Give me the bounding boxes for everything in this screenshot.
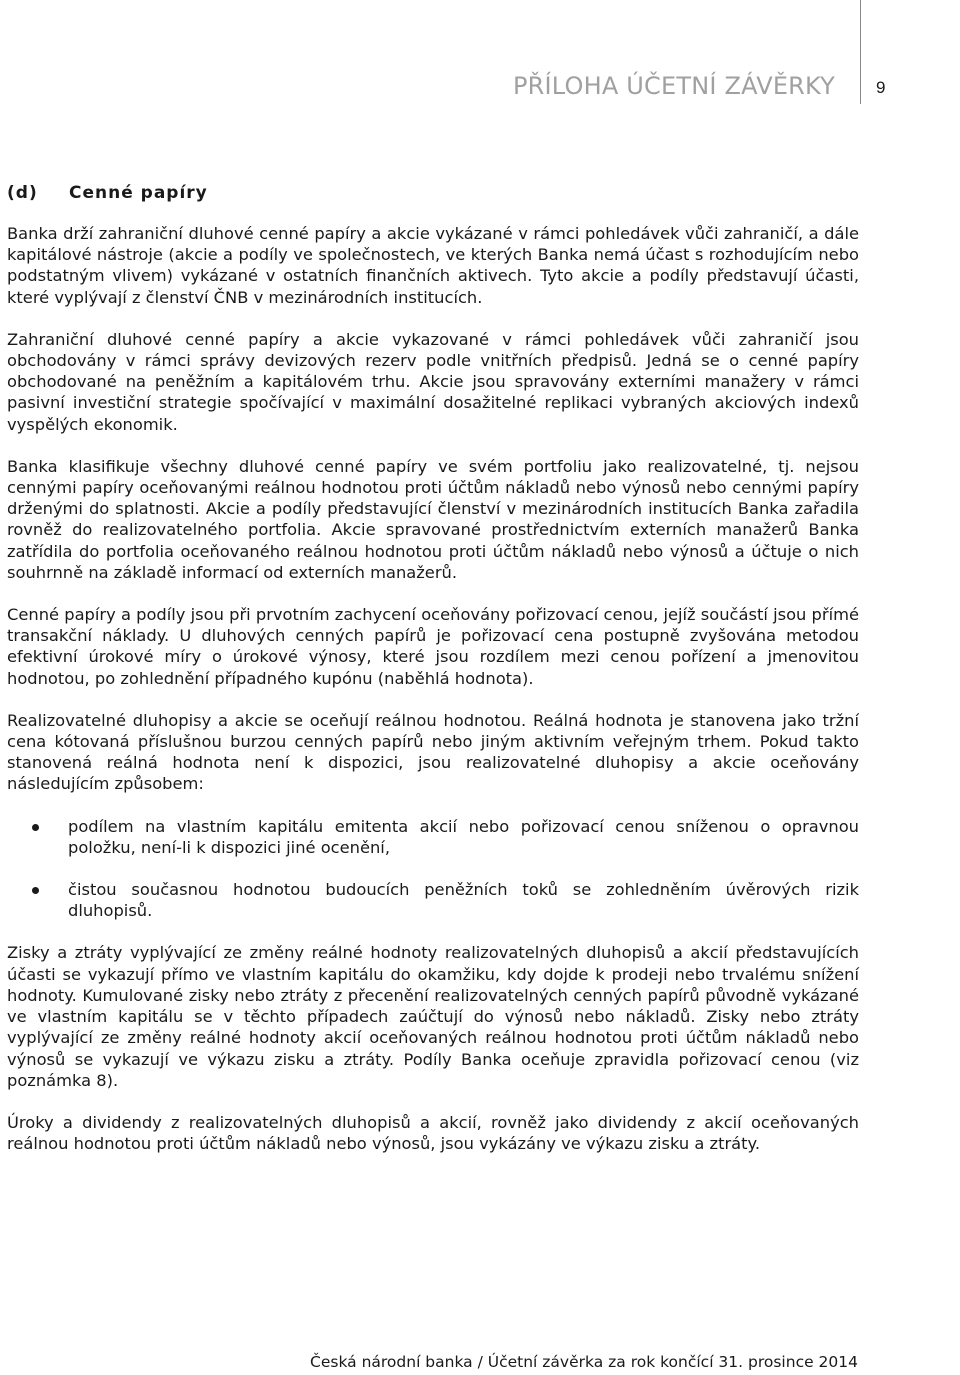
valuation-methods-list [7, 816, 859, 922]
paragraph-3: Banka klasifikuje všechny dluhové cenné papíry ve svém portfoliu jako realizovatelné, tj. nejsou cennými papíry oceňovanými reálnou hodnotou proti účtům nákladů nebo výnosů nebo cennými papíry drženými do splatnosti. Akcie a podíly představující členství v mezinárodních institucích Banka zařadila rovněž do realizovatelného portfolia. Akcie spravované prostřednictvím externích manažerů Banka zatřídila do portfolia oceňovaného reálnou hodnotou proti účtům nákladů nebo výnosů a účtuje o nich souhrnně na základě informací od externích manažerů. [7, 456, 859, 582]
paragraph-6: Zisky a ztráty vyplývající ze změny reálné hodnoty realizovatelných dluhopisů a akcií představujících účasti se vykazují přímo ve vlastním kapitálu do okamžiku, kdy dojde k prodeji nebo trvalému snížení hodnoty. Kumulované zisky nebo ztráty z přecenění realizovatelných cenných papírů původně vykázané ve vlastním kapitálu se v těchto případech zaúčtují do výnosů nebo nákladů. Zisky nebo ztráty vyplývající ze změny reálné hodnoty akcií oceňovaných reálnou hodnotou proti účtům nákladů nebo výnosů se vykazují ve výkazu zisku a ztráty. Podíly Banka oceňuje zpravidla pořizovací cenou (viz poznámka 8). [7, 943, 859, 1090]
page-number: 9 [876, 78, 886, 97]
document-body [7, 223, 859, 1175]
list-item-text: podílem na vlastním kapitálu emitenta akcií nebo pořizovací cenou sníženou o opravnou položku, není-li k dispozici jiné ocenění, [68, 816, 859, 857]
paragraph-2: Zahraniční dluhové cenné papíry a akcie vykazované v rámci pohledávek vůči zahraničí jsou obchodovány v rámci správy devizových rezerv podle vnitřních předpisů. Jedná se o cenné papíry obchodované na peněžním a kapitálovém trhu. Akcie jsou spravovány externími manažery v rámci pasivní investiční strategie spočívající v maximální dosažitelné replikaci vybraných akciových indexů vyspělých ekonomik. [7, 329, 859, 434]
section-heading [7, 183, 208, 203]
list-item [7, 879, 859, 921]
paragraph-5: Realizovatelné dluhopisy a akcie se oceňují reálnou hodnotou. Reálná hodnota je stanovena jako tržní cena kótovaná příslušnou burzou cenných papírů nebo jiným aktivním veřejným trhem. Pokud takto stanovená reálná hodnota není k dispozici, jsou realizovatelné dluhopisy a akcie oceňovány následujícím způsobem: [7, 710, 859, 794]
bullet-icon [32, 887, 39, 894]
page-footer: Česká národní banka / Účetní závěrka za rok končící 31. prosince 2014 [310, 1353, 858, 1371]
section-label: (d) [7, 183, 38, 203]
paragraph-4: Cenné papíry a podíly jsou při prvotním zachycení oceňovány pořizovací cenou, jejíž součástí jsou přímé transakční náklady. U dluhových cenných papírů je pořizovací cena postupně zvyšována metodou efektivní úrokové míry o úrokové výnosy, které jsou rozdílem mezi cenou pořízení a jmenovitou hodnotou, po zohlednění případného kupónu (naběhlá hodnota). [7, 605, 859, 688]
header-divider [860, 0, 861, 104]
paragraph-7: Úroky a dividendy z realizovatelných dluhopisů a akcií, rovněž jako dividendy z akcií oceňovaných reálnou hodnotou proti účtům nákladů nebo výnosů, jsou vykázány ve výkazu zisku a ztráty. [7, 1112, 859, 1154]
list-item-text: čistou současnou hodnotou budoucích peněžních toků se zohledněním úvěrových rizik dluhopisů. [68, 880, 859, 921]
section-title: Cenné papíry [69, 183, 208, 203]
list-item [7, 816, 859, 858]
page-header-title: PŘÍLOHA ÚČETNÍ ZÁVĚRKY [512, 72, 835, 100]
paragraph-1: Banka drží zahraniční dluhové cenné papíry a akcie vykázané v rámci pohledávek vůči zahraničí, a dále kapitálové nástroje (akcie a podíly ve společnostech, ve kterých Banka nemá účast s rozhodujícím nebo podstatným vlivem) vykázané v ostatních finančních aktivech. Tyto akcie a podíly představují účasti, které vyplývají z členství ČNB v mezinárodních institucích. [7, 224, 859, 307]
bullet-icon [32, 824, 39, 831]
